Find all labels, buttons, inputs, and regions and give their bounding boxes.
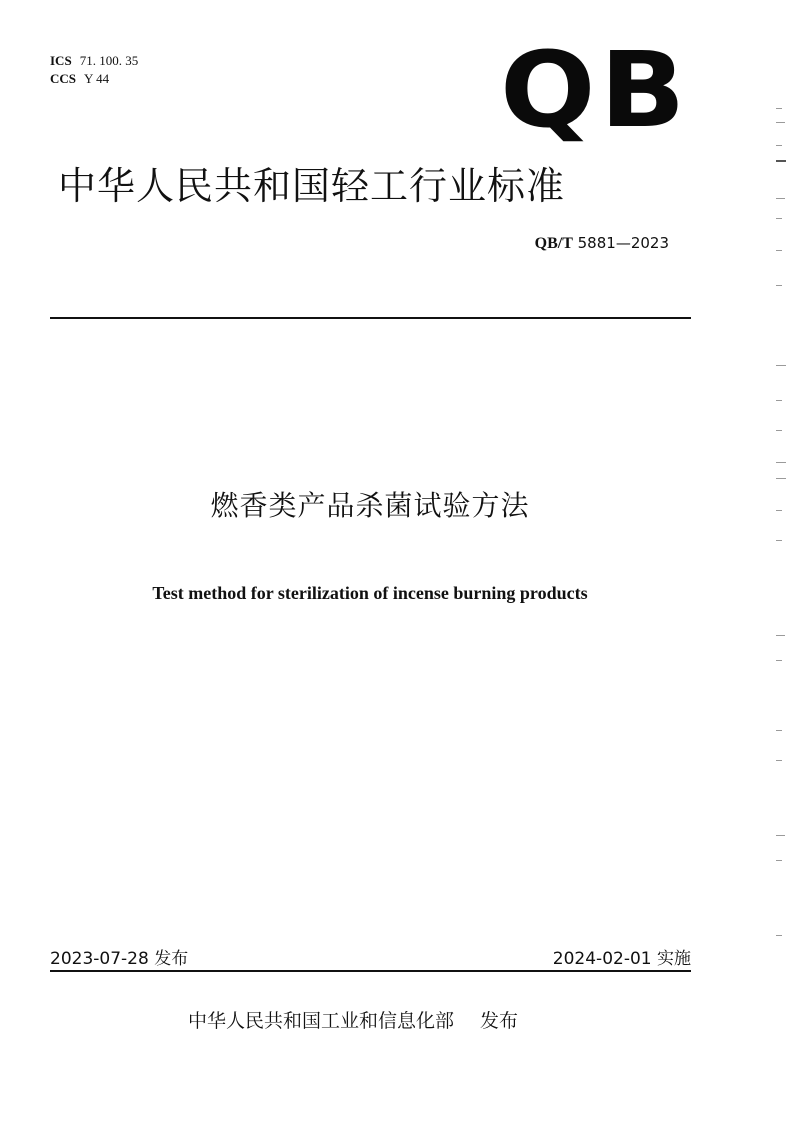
qb-logo: QB [500,29,690,151]
ccs-label: CCS [50,71,77,86]
ics-value: 71. 100. 35 [79,53,139,68]
header-divider [50,317,691,319]
classification-codes [50,52,138,88]
publish-action: 发布 [480,1010,519,1032]
standard-category-title: 中华人民共和国轻工行业标准 [58,164,566,208]
document-title-en: Test method for sterilization of incense burning products [152,583,588,603]
ccs-value: Y 44 [84,71,110,86]
standard-number [535,234,669,253]
standard-number-value: 5881—2023 [577,234,669,252]
footer-divider [50,970,691,972]
ics-label: ICS [50,53,72,68]
implementation-date: 2024-02-01 实施 [552,949,691,969]
publisher [188,1008,518,1034]
document-title-zh: 燃香类产品杀菌试验方法 [210,489,530,522]
ccs-code [50,70,138,88]
issue-date: 2023-07-28 发布 [50,949,189,969]
scan-edge-marks [772,100,788,980]
publisher-name: 中华人民共和国工业和信息化部 [188,1010,455,1032]
standard-number-prefix: QB/T [534,235,573,252]
ics-code [50,52,138,70]
